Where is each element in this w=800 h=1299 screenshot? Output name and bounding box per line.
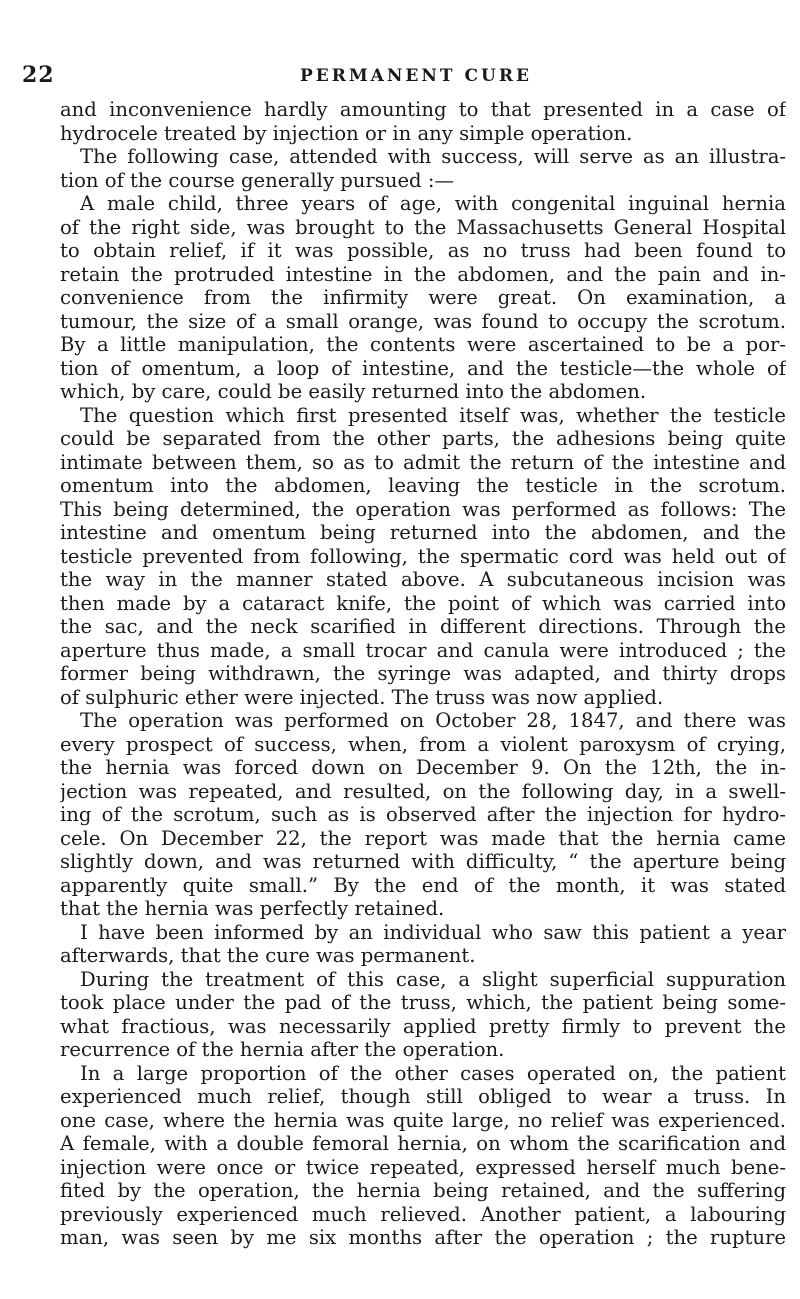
text-line: and inconvenience hardly amounting to that presented in a case of bbox=[60, 98, 786, 121]
text-line: the way in the manner stated above. A subcutaneous incision was bbox=[60, 568, 786, 591]
text-line: injection were once or twice repeated, expressed herself much bene- bbox=[60, 1155, 786, 1179]
text-line: every prospect of success, when, from a violent paroxysm of crying, bbox=[60, 732, 786, 756]
running-head: PERMANENT CURE bbox=[300, 66, 532, 86]
text-line: retain the protruded intestine in the abdomen, and the pain and in- bbox=[60, 262, 786, 286]
text-line: A male child, three years of age, with congenital inguinal hernia bbox=[80, 192, 786, 215]
text-line: aperture thus made, a small trocar and canula were introduced ; the bbox=[60, 638, 786, 662]
text-line: omentum into the abdomen, leaving the testicle in the scrotum. bbox=[60, 474, 786, 497]
text-line: then made by a cataract knife, the point of which was carried into bbox=[60, 591, 786, 615]
text-line: A female, with a double femoral hernia, on whom the scarification and bbox=[60, 1132, 786, 1155]
page-number: 22 bbox=[22, 62, 55, 88]
text-line: which, by care, could be easily returned into the abdomen. bbox=[60, 380, 647, 403]
text-line: of sulphuric ether were injected. The truss was now applied. bbox=[60, 685, 664, 709]
text-line: took place under the pad of the truss, which, the patient being some- bbox=[60, 991, 786, 1014]
text-line: slightly down, and was returned with difficulty, “ the aperture being bbox=[60, 850, 786, 873]
text-line: experienced much relief, though still obliged to wear a truss. In bbox=[60, 1085, 786, 1108]
text-line: I have been informed by an individual who saw this patient a year bbox=[80, 920, 786, 944]
text-line: By a little manipulation, the contents were ascertained to be a por- bbox=[60, 333, 786, 356]
text-line: ing of the scrotum, such as is observed after the injection for hydro- bbox=[60, 803, 786, 826]
text-line: hydrocele treated by injection or in any simple operation. bbox=[60, 121, 633, 145]
text-line: what fractious, was necessarily applied pretty firmly to prevent the bbox=[60, 1014, 786, 1038]
text-line: man, was seen by me six months after the operation ; the rupture bbox=[60, 1226, 786, 1249]
text-line: The question which first presented itself was, whether the testicle bbox=[80, 403, 786, 427]
text-line: apparently quite small.” By the end of the month, it was stated bbox=[60, 873, 786, 897]
text-line: The operation was performed on October 28, 1847, and there was bbox=[80, 709, 786, 732]
text-line: cele. On December 22, the report was made that the hernia came bbox=[60, 826, 786, 850]
text-line: The following case, attended with success, will serve as an illustra- bbox=[80, 145, 786, 168]
text-line: former being withdrawn, the syringe was adapted, and thirty drops bbox=[60, 662, 786, 685]
body-text bbox=[60, 98, 786, 1250]
text-line: testicle prevented from following, the spermatic cord was held out of bbox=[60, 544, 786, 568]
text-line: tumour, the size of a small orange, was found to occupy the scrotum. bbox=[60, 309, 786, 333]
text-line: During the treatment of this case, a slight superficial suppuration bbox=[80, 967, 786, 991]
text-line: to obtain relief, if it was possible, as no truss had been found to bbox=[60, 239, 786, 262]
text-line: intestine and omentum being returned into the abdomen, and the bbox=[60, 521, 786, 544]
text-line: recurrence of the hernia after the operation. bbox=[60, 1038, 505, 1061]
text-line: one case, where the hernia was quite large, no relief was experienced. bbox=[60, 1108, 786, 1132]
page-header bbox=[0, 62, 800, 92]
text-line: This being determined, the operation was performed as follows: The bbox=[60, 497, 786, 521]
text-line: previously experienced much relieved. Another patient, a labouring bbox=[60, 1202, 786, 1226]
text-line: In a large proportion of the other cases operated on, the patient bbox=[80, 1061, 786, 1085]
text-line: tion of omentum, a loop of intestine, and the testicle—the whole of bbox=[60, 356, 786, 380]
text-line: jection was repeated, and resulted, on the following day, in a swell- bbox=[60, 779, 786, 803]
text-line: convenience from the infirmity were great. On examination, a bbox=[60, 286, 786, 309]
text-line: intimate between them, so as to admit the return of the intestine and bbox=[60, 450, 786, 474]
text-line: afterwards, that the cure was permanent. bbox=[60, 944, 476, 967]
text-line: of the right side, was brought to the Massachusetts General Hospital bbox=[60, 215, 786, 239]
text-line: the sac, and the neck scarified in different directions. Through the bbox=[60, 615, 786, 638]
text-line: the hernia was forced down on December 9. On the 12th, the in- bbox=[60, 756, 786, 779]
text-line: that the hernia was perfectly retained. bbox=[60, 897, 445, 920]
text-line: tion of the course generally pursued :— bbox=[60, 168, 455, 192]
text-line: could be separated from the other parts, the adhesions being quite bbox=[60, 427, 786, 450]
text-line: fited by the operation, the hernia being retained, and the suffering bbox=[60, 1179, 786, 1202]
